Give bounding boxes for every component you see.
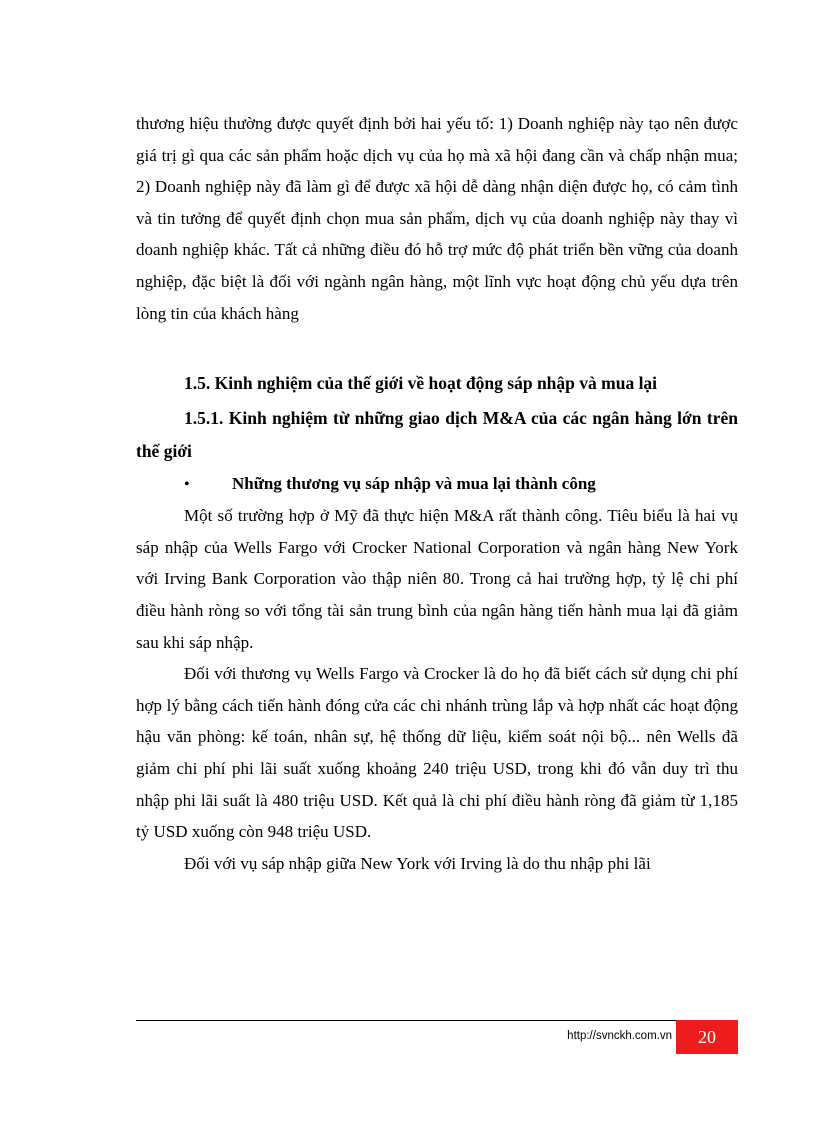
- body-paragraph-1: Một số trường hợp ở Mỹ đã thực hiện M&A rất thành công. Tiêu biểu là hai vụ sáp nhập của Wells Fargo với Crocker National Corporation và ngân hàng New York với Irving Bank Corporation vào thập niên 80. Trong cả hai trường hợp, tỷ lệ chi phí điều hành ròng so với tổng tài sản trung bình của ngân hàng tiến hành mua lại đã giảm sau khi sáp nhập.: [136, 506, 738, 652]
- bullet-heading: Những thương vụ sáp nhập và mua lại thành công: [232, 474, 596, 494]
- page-footer: [136, 1020, 738, 1056]
- footer-divider: [136, 1020, 738, 1021]
- document-page: [136, 108, 738, 879]
- body-paragraph-2: Đối với thương vụ Wells Fargo và Crocker là do họ đã biết cách sử dụng chi phí hợp lý bằng cách tiến hành đóng cửa các chi nhánh trùng lắp và hợp nhất các hoạt động hậu văn phòng: kế toán, nhân sự, hệ thống dữ liệu, kiểm soát nội bộ... nên Wells đã giảm chi phí phi lãi suất xuống khoảng 240 triệu USD, trong khi đó vẫn duy trì thu nhập phi lãi suất là 480 triệu USD. Kết quả là chi phí điều hành ròng đã giảm từ 1,185 tỷ USD xuống còn 948 triệu USD.: [136, 664, 738, 842]
- body-paragraph-3: Đối với vụ sáp nhập giữa New York với Irving là do thu nhập phi lãi: [184, 853, 651, 873]
- footer-url[interactable]: http://svnckh.com.vn: [567, 1030, 672, 1042]
- bullet-icon: •: [184, 476, 190, 494]
- section-heading: 1.5. Kinh nghiệm của thế giới về hoạt động sáp nhập và mua lại: [184, 373, 658, 394]
- subsection-heading: 1.5.1. Kinh nghiệm từ những giao dịch M&A của các ngân hàng lớn trên thế giới: [136, 408, 738, 462]
- bullet-item: [184, 468, 738, 500]
- page-number-badge: 20: [676, 1020, 738, 1054]
- intro-paragraph: thương hiệu thường được quyết định bởi hai yếu tố: 1) Doanh nghiệp này tạo nên được giá trị gì qua các sản phẩm hoặc dịch vụ của họ mà xã hội đang cần và chấp nhận mua; 2) Doanh nghiệp này đã làm gì để được xã hội dễ dàng nhận diện được họ, có cảm tình và tin tưởng để quyết định chọn mua sản phẩm, dịch vụ của doanh nghiệp này thay vì doanh nghiệp khác. Tất cả những điều đó hỗ trợ mức độ phát triển bền vững của doanh nghiệp, đặc biệt là đối với ngành ngân hàng, một lĩnh vực hoạt động chủ yếu dựa trên lòng tin của khách hàng: [136, 114, 738, 323]
